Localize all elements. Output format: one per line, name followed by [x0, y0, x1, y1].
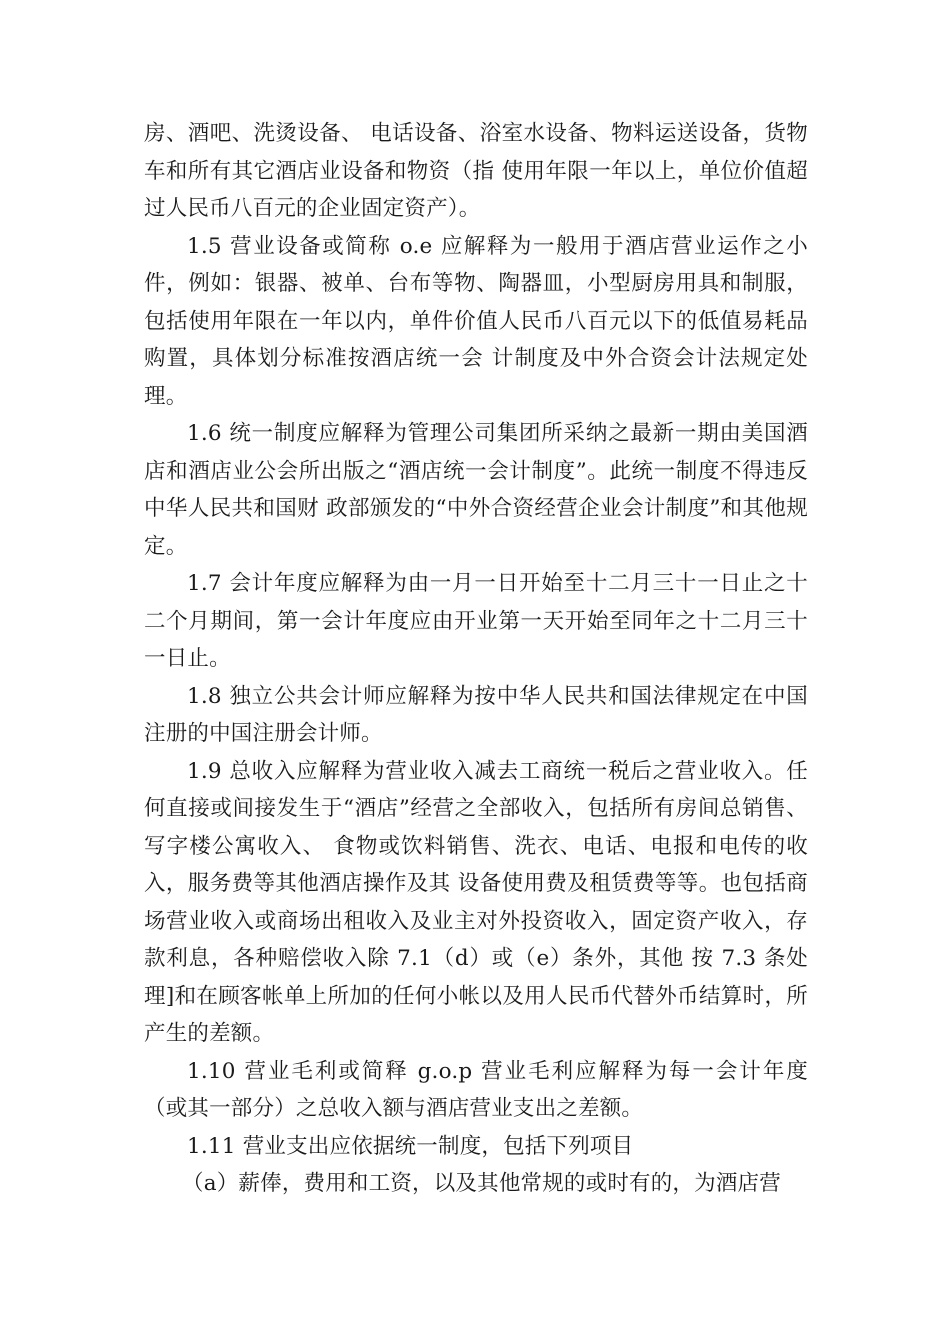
paragraph-1-10: 1.10 营业毛利或简释 g.o.p 营业毛利应解释为每一会计年度（或其一部分）之总收入额与酒店营业支出之差额。 [144, 1058, 808, 1121]
paragraph-1-7: 1.7 会计年度应解释为由一月一日开始至十二月三十一日止之十二个月期间，第一会计年度应由开业第一天开始至同年之十二月三十一日止。 [144, 571, 808, 671]
paragraph-1-11-a: （a）薪俸，费用和工资，以及其他常规的或时有的，为酒店营 [182, 1171, 781, 1196]
paragraph-1-9: 1.9 总收入应解释为营业收入减去工商统一税后之营业收入。任何直接或间接发生于“酒店”经营之全部收入，包括所有房间总销售、写字楼公寓收入、 食物或饮料销售、洗衣、电话、电报和电传的收入，服务费等其他酒店操作及其 设备使用费及租赁费等等。也包括商场营业收入或商场出租收入及业主对外投资收入，固定资产收入，存款利息，各种赔偿收入除 7.1（d）或（e）条外，其他 按 7.3 条处理]和在顾客帐单上所加的任何小帐以及用人民币代替外币结算时，所 产生的差额。 [144, 758, 808, 1046]
paragraph-1-5: 1.5 营业设备或简称 o.e 应解释为一般用于酒店营业运作之小件，例如：银器、被单、台布等物、陶器皿，小型厨房用具和制服，包括使用年限在一年以内，单件价值人民币八百元以下的低值易耗品购置，具体划分标准按酒店统一会 计制度及中外合资会计法规定处理。 [144, 233, 808, 409]
document-body [144, 115, 808, 1203]
paragraph-continuation: 房、酒吧、洗烫设备、 电话设备、浴室水设备、物料运送设备，货物车和所有其它酒店业设备和物资（指 使用年限一年以上，单位价值超过人民币八百元的企业固定资产）。 [144, 121, 808, 221]
paragraph-1-6: 1.6 统一制度应解释为管理公司集团所采纳之最新一期由美国酒店和酒店业公会所出版之“酒店统一会计制度”。此统一制度不得违反中华人民共和国财 政部颁发的“中外合资经营企业会计制度”和其他规定。 [144, 421, 808, 559]
paragraph-1-8: 1.8 独立公共会计师应解释为按中华人民共和国法律规定在中国注册的中国注册会计师。 [144, 683, 808, 746]
paragraph-1-11: 1.11 营业支出应依据统一制度，包括下列项目 [187, 1133, 634, 1159]
